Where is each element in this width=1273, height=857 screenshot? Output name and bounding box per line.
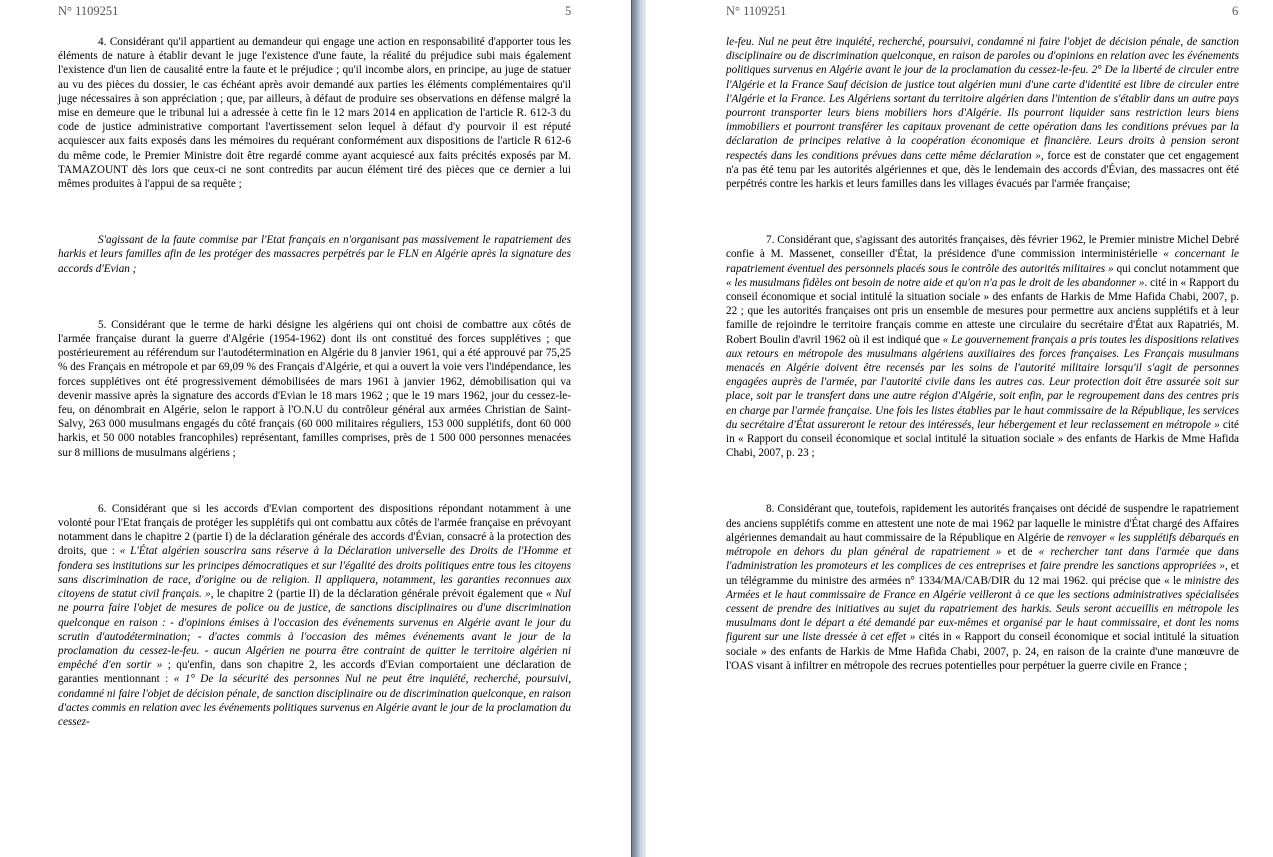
case-number: N° 1109251 <box>726 4 787 18</box>
paragraph-8-text-d: cités in « Rapport du conseil économique et social intitulé la situation sociale » des enfants de Harkis de Mme Hafida Chabi, 2007, p. 24, en raison de la crainte d'une manœuvre de l'OAS visant à infiltrer en métropole des recrues potentielles pour perpétuer la guerre civile en France ; <box>726 631 1239 672</box>
paragraph-8 <box>726 502 1239 672</box>
paragraph-6-quote-3: « 1° De la sécurité des personnes Nul ne peut être inquiété, recherché, poursuivi, condamné ni faire l'objet de décision pénale, de sanction disciplinaire ou de discrimination quelconque, en raison d'actes commis en relation avec les événements politiques survenus en Algérie avant le jour de la proclamation du cessez- <box>58 673 571 728</box>
paragraph-8-quote-3: ministre des Armées et le haut commissaire de France en Algérie veilleront à ce que les sections administratives spécialisées cessent de prendre des initiatives au sujet du rapatriement des harkis. Seuls seront accueillis en métropole les musulmans dont le départ a été demandé par eux-mêmes et organisé par le haut commissaire, et dont les noms figurent sur une liste dressée à cet effet » <box>726 574 1239 644</box>
page-body <box>726 35 1239 673</box>
paragraph-8-text-b: et de <box>1001 546 1039 559</box>
paragraph-6-quote-2: « Nul ne pourra faire l'objet de mesures de police ou de justice, de sanctions disciplinaires ou d'une discrimination quelconque en raison : - d'opinions émises à l'occasion des événements survenus en Algérie avant le jour du scrutin d'autodétermination; - d'actes commis à l'occasion des mêmes événements avant le jour de la proclamation du cessez-le-feu. - aucun Algérien ne pourra être contraint de quitter le territoire algérien ni empêché d'en sortir » <box>58 588 571 672</box>
section-heading-text: S'agissant de la faute commise par l'Etat français en n'organisant pas massivement le rapatriement des harkis et leurs familles afin de les protéger des massacres perpétrés par le FLN en Algérie après la signature des accords d'Evian ; <box>58 234 571 275</box>
page-header <box>0 4 632 20</box>
page-header <box>646 4 1273 20</box>
paragraph-8-quote-1: renvoyer « les supplétifs débarqués en métropole en dehors du plan général de rapatriement » <box>726 531 1239 559</box>
paragraph-6-quote-1: « L'État algérien souscrira sans réserve à la Déclaration universelle des Droits de l'Homme et fondera ses institutions sur les principes démocratiques et sur l'égalité des droits politiques entre tous les citoyens sans discrimination de race, d'origine ou de religion. Il appliquera, notamment, les garanties reconnues aux citoyens de statut civil français. » <box>58 545 571 601</box>
page-gutter <box>632 0 646 857</box>
paragraph-7-text-d: cité in « Rapport du conseil économique et social intitulé la situation sociale » des enfants de Harkis de Mme Hafida Chabi, 2007, p. 23 ; <box>726 418 1239 460</box>
paragraph-5: 5. Considérant que le terme de harki désigne les algériens qui ont choisi de combattre aux côtés de l'armée française durant la guerre d'Algérie (1954-1962) dont ils ont constitué des forces supplétives ; que postérieurement au référendum sur l'autodétermination en Algérie du 8 janvier 1961, qui a été approuvé par 75,25 % des Français en métropole et par 69,09 % des Français d'Algérie, et qui a ouvert la voie vers l'indépendance, les forces supplétives ont été progressivement démobilisées de mars 1961 à janvier 1962, démobilisation qui va devenir massive après la signature des accords d'Evian le 18 mars 1962 ; que le 19 mars 1962, jour du cessez-le-feu, on dénombrait en Algérie, selon le rapport à l'O.N.U du contrôleur général aux armées Christian de Saint-Salvy, 263 000 musulmans engagés du côté français (60 000 militaires réguliers, 153 000 supplétifs, dont 60 000 harkis, et 50 000 notables francophiles) représentant, familles comprises, près de 1 500 000 personnes menacées sur 8 millions de musulmans algériens ; <box>58 318 571 459</box>
paragraph-7-text-b: qui conclut notamment que <box>1113 262 1239 275</box>
document-page-6 <box>646 0 1273 857</box>
page-number: 6 <box>1232 4 1239 18</box>
page-number: 5 <box>565 4 572 18</box>
paragraph-7 <box>726 233 1239 460</box>
paragraph-7-text-c: . cité in « Rapport du conseil économique et social intitulé la situation sociale » des enfants de Harkis de Mme Hafida Chabi, 2007, p. 22 ; que les autorités françaises ont pris un ensemble de mesures pour permettre aux anciens supplétifs et à leur famille de rejoindre le territoire français comme en atteste une circulaire du secrétaire d'État aux Rapatriés, M. Robert Boulin d'avril 1962 où il est indiqué que <box>726 276 1239 346</box>
document-page-5 <box>0 0 632 857</box>
section-heading <box>58 233 571 276</box>
paragraph-4: 4. Considérant qu'il appartient au demandeur qui engage une action en responsabilité d'apporter tous les éléments de nature à établir devant le juge l'existence d'une faute, la réalité du préjudice subi mais également l'existence d'un lien de causalité entre la faute et le préjudice ; qu'il incombe alors, en principe, au juge de statuer au vu des pièces du dossier, le cas échéant après avoir demandé aux parties les éléments complémentaires qu'il juge nécessaires à son appréciation ; que, par ailleurs, à défaut de produire ses observations en défense malgré la mise en demeure que le tribunal lui a adressée à cette fin le 12 mars 2014 en application de l'article R. 612-3 du code de justice administrative comportant l'avertissement selon lequel à défaut d'y pourvoir il est réputé acquiescer aux faits exposés dans les mémoires du requérant conformément aux dispositions de l'article R 612-6 du même code, le Premier Ministre doit être regardé comme ayant acquiescé aux faits précités exposés par M. TAMAZOUNT dès lors que ceux-ci ne sont contredits par aucun élément tiré des pièces que ce dernier a lui mêmes produites à l'appui de sa requête ; <box>58 36 571 191</box>
paragraph-6-continued <box>726 35 1239 191</box>
paragraph-7-text-a: 7. Considérant que, s'agissant des autorités françaises, dès février 1962, le Premier ministre Michel Debré confie à M. Massenet, conseiller d'État, la présidence d'une commission interministérielle <box>726 234 1239 261</box>
paragraph-6-text-c: ; qu'enfin, dans son chapitre 2, les accords d'Evian comportaient une déclaration de garanties mentionnant : <box>58 659 571 686</box>
case-number: N° 1109251 <box>58 4 119 18</box>
paragraph-7-quote-2: « les musulmans fidèles ont besoin de notre aide et qu'on n'a pas le droit de les abandonner » <box>726 276 1145 289</box>
continued-quote: le-feu. Nul ne peut être inquiété, recherché, poursuivi, condamné ni faire l'objet de décision pénale, de sanction disciplinaire ou de discrimination quelconque, en raison de paroles ou d'opinions en relation avec les événements politiques survenus en Algérie avant le jour de la proclamation du cessez-le-feu. 2° De la liberté de circuler entre l'Algérie et la France Sauf décision de justice tout algérien muni d'une carte d'identité est libre de circuler entre l'Algérie et la France. Les Algériens sortant du territoire algérien dans l'intention de s'établir dans un autre pays pourront transporter leurs biens mobiliers hors d'Algérie. Ils pourront liquider sans restriction leurs biens immobiliers et pourront transférer les capitaux provenant de cette opération dans les conditions prévues par la déclaration de principes relative à la coopération économique et financière. Leurs droits à pension seront respectés dans les conditions prévues dans cette même déclaration » <box>726 36 1239 162</box>
paragraph-6-text-a: 6. Considérant que si les accords d'Evian comportent des dispositions répondant notamment à une volonté pour l'Etat français de protéger les supplétifs qui ont combattu aux côtés de l'armée française en prévoyant notamment dans le chapitre 2 (partie I) de la déclaration générale des accords d'Évian, consacré à la protection des droits, que : <box>58 502 571 558</box>
paragraph-6 <box>58 502 571 729</box>
paragraph-7-quote-1: « concernant le rapatriement éventuel des personnels placés sous le contrôle des autorités militaires » <box>726 248 1239 275</box>
page-body <box>58 35 571 729</box>
paragraph-8-quote-2: « rechercher tant dans l'armée que dans l'administration les promoteurs et les complices de ces entreprises et faire prendre les sanctions appropriées » <box>726 546 1239 573</box>
paragraph-8-text-a: 8. Considérant que, toutefois, rapidement les autorités françaises ont décidé de suspendre le rapatriement des anciens supplétifs comme en attestent une note de mai 1962 par laquelle le ministre d'État chargé des Affaires algériennes demandait au haut commissaire de la République en Algérie de <box>726 503 1239 544</box>
continued-text: , force est de constater que cet engagement n'a pas été tenu par les autorités algériennes et que, dès le lendemain des accords d'Évian, des massacres ont été perpétrés contre les harkis et leurs familles dans les villages évacués par l'armée française; <box>726 149 1240 191</box>
paragraph-8-text-c: , et un télégramme du ministre des armées n° 1334/MA/CAB/DIR du 12 mai 1962. qui précise que « le <box>726 560 1240 587</box>
paragraph-7-quote-3: « Le gouvernement français a pris toutes les dispositions relatives aux retours en métropole des musulmans algériens auxiliaires des forces françaises. Les Français musulmans menacés en Algérie doivent être recensés par les soins de l'autorité militaire lorsqu'il s'agit de personnes engagées auprès de l'armée, par l'autorité civile dans les autres cas. Leur protection doit être assurée soit sur place, soit par le transfert dans une autre région d'Algérie, soit enfin, par le regroupement dans des centres pris en charge par l'armée française. Une fois les listes établies par le haut commissaire de la République, les services du secrétaire d'État assureront le retour des intéressés, leur hébergement et leur reclassement en métropole » <box>726 333 1239 431</box>
paragraph-6-text-b: , le chapitre 2 (partie II) de la déclaration générale prévoit également que <box>210 588 546 601</box>
